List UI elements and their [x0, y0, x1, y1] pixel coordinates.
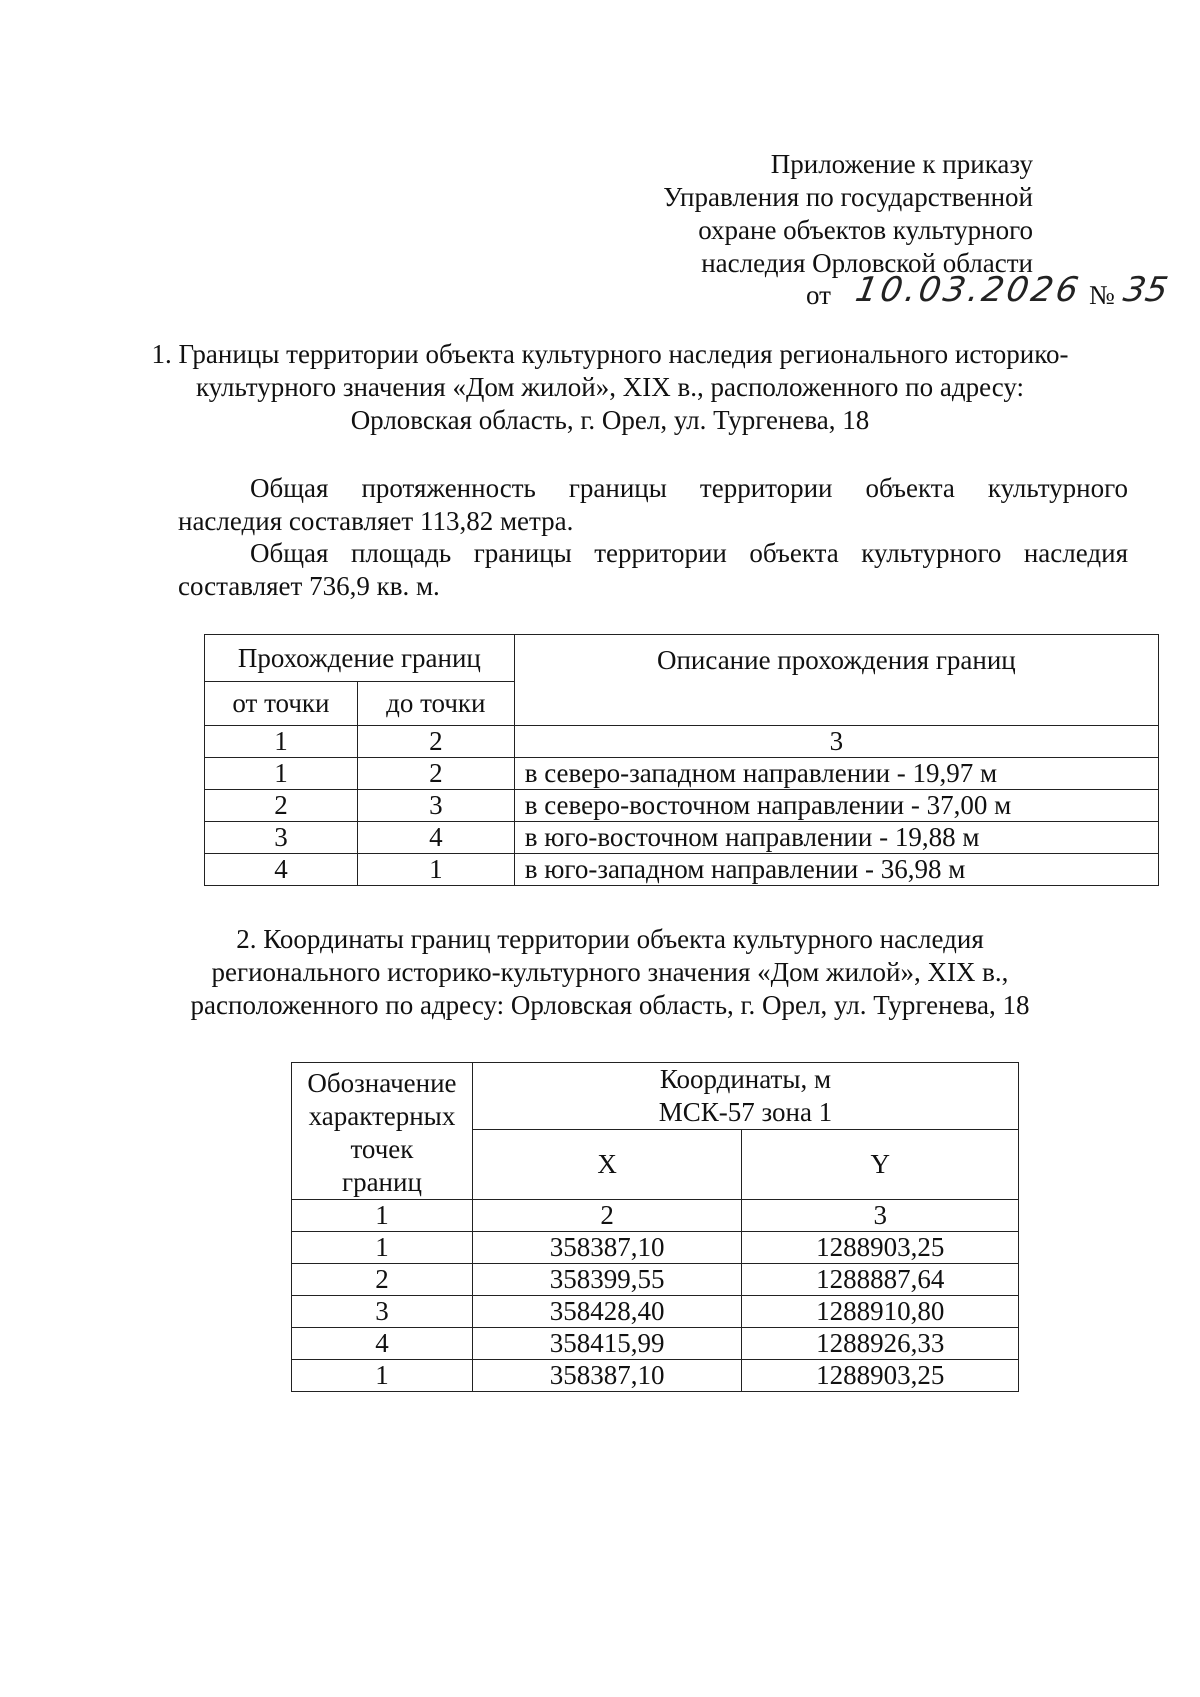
title-line: культурного значения «Дом жилой», XIX в., расположенного по адресу: — [195, 372, 1025, 402]
table-row — [205, 758, 1159, 790]
title-line: 1. Границы территории объекта культурного наследия регионального историко- — [151, 339, 1069, 369]
header-description: Описание прохождения границ — [514, 635, 1158, 726]
section1-title — [140, 338, 1080, 437]
table-row — [205, 790, 1159, 822]
label-line: границ — [342, 1167, 422, 1197]
section2-title — [140, 923, 1080, 1022]
table-cell: 2 — [472, 1200, 742, 1232]
title-line: Орловская область, г. Орел, ул. Тургенева, 18 — [350, 405, 870, 435]
table-row — [205, 822, 1159, 854]
paragraph-line: составляет 736,9 кв. м. — [178, 571, 440, 601]
label-line: точек — [350, 1134, 414, 1164]
coord-title: Координаты, м — [659, 1064, 832, 1095]
header-to-point: до точки — [357, 682, 514, 726]
header-x: X — [472, 1130, 742, 1200]
x-cell: 358399,55 — [472, 1264, 742, 1296]
table-row — [292, 1328, 1019, 1360]
appendix-header — [663, 148, 1033, 280]
header-point-label — [292, 1063, 473, 1200]
table-cell: 1 — [205, 726, 358, 758]
order-number-sign: № — [1089, 280, 1115, 310]
paragraph-line: наследия составляет 113,82 метра. — [178, 506, 574, 536]
table-cell: 3 — [514, 726, 1158, 758]
from-cell: 1 — [205, 758, 358, 790]
paragraph-line: Общая площадь границы территории объекта культурного наследия — [250, 538, 1128, 568]
order-prefix: от — [806, 280, 831, 310]
length-paragraph — [178, 472, 1128, 538]
from-cell: 4 — [205, 854, 358, 886]
header-coordinates — [472, 1063, 1018, 1130]
point-cell: 1 — [292, 1360, 473, 1392]
appendix-line: наследия Орловской области — [701, 248, 1033, 278]
appendix-line: Управления по государственной — [663, 182, 1033, 212]
y-cell: 1288887,64 — [742, 1264, 1019, 1296]
header-boundary-passage: Прохождение границ — [205, 635, 515, 682]
title-line: расположенного по адресу: Орловская область, г. Орел, ул. Тургенева, 18 — [190, 990, 1030, 1020]
desc-cell: в юго-западном направлении - 36,98 м — [514, 854, 1158, 886]
order-date-handwritten: 10.03.2026 — [852, 270, 1085, 310]
table-row — [205, 854, 1159, 886]
table-row — [292, 1232, 1019, 1264]
x-cell: 358387,10 — [472, 1232, 742, 1264]
appendix-line: Приложение к приказу — [770, 149, 1033, 179]
table-cell: 3 — [742, 1200, 1019, 1232]
desc-cell: в северо-западном направлении - 19,97 м — [514, 758, 1158, 790]
to-cell: 2 — [357, 758, 514, 790]
table-cell: 1 — [292, 1200, 473, 1232]
header-y: Y — [742, 1130, 1019, 1200]
point-cell: 3 — [292, 1296, 473, 1328]
appendix-line: охране объектов культурного — [698, 215, 1033, 245]
order-date-number — [806, 270, 1176, 318]
coordinates-table — [291, 1062, 1019, 1392]
header-from-point: от точки — [205, 682, 358, 726]
label-line: характерных — [308, 1101, 456, 1131]
numbering-row — [292, 1200, 1019, 1232]
coord-system: МСК-57 зона 1 — [658, 1097, 833, 1128]
from-cell: 2 — [205, 790, 358, 822]
desc-cell: в северо-восточном направлении - 37,00 м — [514, 790, 1158, 822]
table-row — [292, 1296, 1019, 1328]
y-cell: 1288903,25 — [742, 1232, 1019, 1264]
x-cell: 358387,10 — [472, 1360, 742, 1392]
to-cell: 1 — [357, 854, 514, 886]
to-cell: 3 — [357, 790, 514, 822]
table-cell: 2 — [357, 726, 514, 758]
x-cell: 358428,40 — [472, 1296, 742, 1328]
point-cell: 2 — [292, 1264, 473, 1296]
title-line: 2. Координаты границ территории объекта культурного наследия — [236, 924, 984, 954]
desc-cell: в юго-восточном направлении - 19,88 м — [514, 822, 1158, 854]
table-row — [292, 1360, 1019, 1392]
x-cell: 358415,99 — [472, 1328, 742, 1360]
point-cell: 4 — [292, 1328, 473, 1360]
from-cell: 3 — [205, 822, 358, 854]
table-row — [292, 1264, 1019, 1296]
boundary-description-table — [204, 634, 1159, 886]
label-line: Обозначение — [307, 1068, 457, 1098]
title-line: регионального историко-культурного значения «Дом жилой», XIX в., — [211, 957, 1009, 987]
y-cell: 1288903,25 — [742, 1360, 1019, 1392]
numbering-row — [205, 726, 1159, 758]
to-cell: 4 — [357, 822, 514, 854]
point-cell: 1 — [292, 1232, 473, 1264]
order-number-handwritten: 35 — [1120, 270, 1171, 310]
paragraph-line: Общая протяженность границы территории объекта культурного — [250, 473, 1128, 503]
y-cell: 1288910,80 — [742, 1296, 1019, 1328]
area-paragraph — [178, 537, 1128, 603]
y-cell: 1288926,33 — [742, 1328, 1019, 1360]
